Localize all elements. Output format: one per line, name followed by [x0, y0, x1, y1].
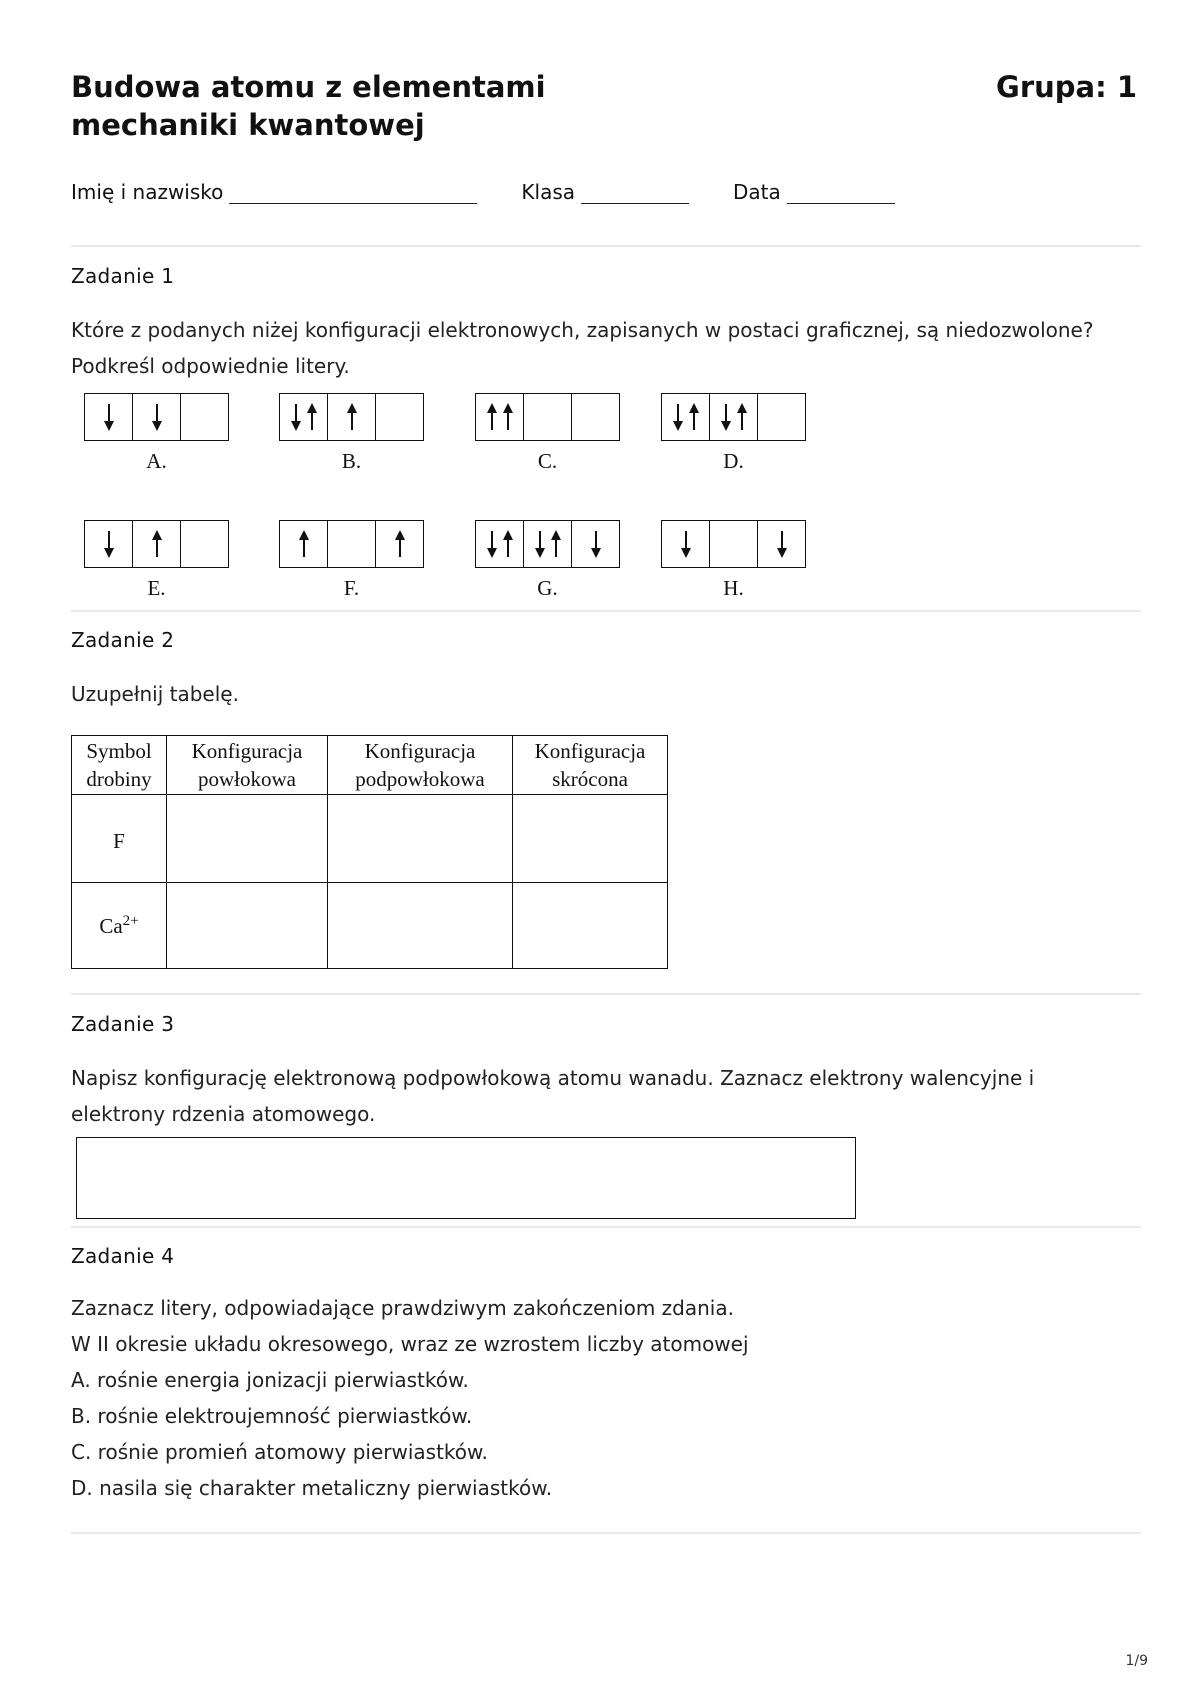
group-label: Grupa: 1 [996, 70, 1137, 104]
task3-heading: Zadanie 3 [71, 1012, 175, 1036]
orbital-option-label[interactable]: E. [147, 576, 166, 600]
divider [71, 1532, 1141, 1534]
orbital-option[interactable] [84, 393, 229, 474]
arrow-up-icon [486, 403, 498, 431]
answer-cell[interactable] [167, 795, 328, 883]
orbital-box [662, 521, 710, 567]
orbital-box [280, 394, 328, 440]
column-header: Symbol drobiny [72, 736, 167, 795]
arrow-down-icon [672, 403, 684, 431]
table-row [72, 795, 668, 883]
symbol-cell: $Ca^{2+}$ [72, 883, 167, 969]
column-header: Konfiguracja podpowłokowa [328, 736, 513, 795]
page-number: 1/9 [1125, 1653, 1148, 1669]
orbital-box [328, 394, 376, 440]
divider [71, 993, 1141, 995]
orbital-option[interactable] [661, 520, 806, 601]
class-field-label: Klasa [521, 180, 575, 204]
name-field-label: Imię i nazwisko [71, 180, 224, 204]
orbital-box [376, 394, 423, 440]
arrow-up-icon [688, 403, 700, 431]
divider [71, 610, 1141, 612]
student-fields [71, 180, 939, 204]
task3-answer-box[interactable] [76, 1137, 856, 1219]
date-field-line[interactable] [787, 185, 895, 204]
orbital-box [181, 394, 228, 440]
orbital-boxes [475, 393, 620, 441]
divider [71, 245, 1141, 247]
orbital-box [758, 521, 805, 567]
orbital-option-label[interactable]: B. [341, 449, 362, 473]
arrow-down-icon [486, 530, 498, 558]
column-header: Konfiguracja skrócona [513, 736, 668, 795]
orbital-box [572, 521, 619, 567]
answer-cell[interactable] [513, 883, 668, 969]
task4-option-b[interactable]: B. rośnie elektroujemność pierwiastków. [71, 1404, 473, 1428]
orbital-box [181, 521, 228, 567]
task4-heading: Zadanie 4 [71, 1244, 175, 1268]
arrow-down-icon [151, 403, 163, 431]
arrow-down-icon [720, 403, 732, 431]
orbital-option-label[interactable]: G. [537, 576, 558, 600]
orbital-option-label[interactable]: C. [537, 449, 558, 473]
orbital-boxes [661, 520, 806, 568]
arrow-up-icon [346, 403, 358, 431]
table-row [72, 883, 668, 969]
answer-cell[interactable] [328, 883, 513, 969]
orbital-boxes [84, 520, 229, 568]
orbital-box [328, 521, 376, 567]
orbital-option[interactable] [661, 393, 806, 474]
configuration-table [71, 735, 668, 969]
class-field-line[interactable] [581, 185, 689, 204]
orbital-box [133, 521, 181, 567]
task4-option-a[interactable]: A. rośnie energia jonizacji pierwiastków. [71, 1368, 469, 1392]
task4-body [71, 1290, 1131, 1506]
orbital-box [710, 394, 758, 440]
orbital-box [524, 394, 572, 440]
orbital-option[interactable] [475, 393, 620, 474]
orbital-option-label[interactable]: F. [343, 576, 360, 600]
orbital-box [758, 394, 805, 440]
orbital-option-label[interactable]: A. [146, 449, 167, 473]
arrow-up-icon [151, 530, 163, 558]
date-field-label: Data [733, 180, 781, 204]
arrow-down-icon [590, 530, 602, 558]
divider [71, 1226, 1141, 1228]
orbital-box [524, 521, 572, 567]
arrow-up-icon [736, 403, 748, 431]
orbital-option[interactable] [279, 520, 424, 601]
date-field[interactable] [733, 180, 895, 204]
orbital-box [85, 521, 133, 567]
orbital-box [572, 394, 619, 440]
orbital-boxes [84, 393, 229, 441]
orbital-box [376, 521, 423, 567]
orbital-option[interactable] [84, 520, 229, 601]
orbital-box [710, 521, 758, 567]
orbital-option[interactable] [279, 393, 424, 474]
arrow-up-icon [394, 530, 406, 558]
task4-option-c[interactable]: C. rośnie promień atomowy pierwiastków. [71, 1440, 488, 1464]
task2-heading: Zadanie 2 [71, 628, 175, 652]
task2-text: Uzupełnij tabelę. [71, 682, 239, 706]
orbital-boxes [279, 393, 424, 441]
orbital-option[interactable] [475, 520, 620, 601]
orbital-boxes [279, 520, 424, 568]
orbital-boxes [475, 520, 620, 568]
class-field[interactable] [521, 180, 689, 204]
task1-text: Które z podanych niżej konfiguracji elektronowych, zapisanych w postaci graficznej, są niedozwolone? Podkreśl odpowiednie litery. [71, 318, 1094, 378]
orbital-boxes [661, 393, 806, 441]
arrow-up-icon [502, 530, 514, 558]
task1-heading: Zadanie 1 [71, 264, 175, 288]
arrow-up-icon [550, 530, 562, 558]
arrow-down-icon [680, 530, 692, 558]
name-field-line[interactable] [229, 185, 477, 204]
arrow-up-icon [502, 403, 514, 431]
orbital-box [280, 521, 328, 567]
task4-stem: W II okresie układu okresowego, wraz ze wzrostem liczby atomowej [71, 1332, 749, 1356]
arrow-up-icon [306, 403, 318, 431]
task3-text: Napisz konfigurację elektronową podpowłokową atomu wanadu. Zaznacz elektrony walencyjne i elektrony rdzenia atomowego. [71, 1066, 1035, 1126]
arrow-down-icon [103, 403, 115, 431]
orbital-box [133, 394, 181, 440]
symbol-cell: F [72, 795, 167, 883]
table-header-row [72, 736, 668, 795]
arrow-down-icon [103, 530, 115, 558]
orbital-option-label[interactable]: D. [723, 449, 744, 473]
arrow-up-icon [298, 530, 310, 558]
orbital-box [85, 394, 133, 440]
name-field[interactable] [71, 180, 477, 204]
orbital-box [662, 394, 710, 440]
page-title: Budowa atomu z elementami mechaniki kwantowej [71, 70, 546, 142]
task4-option-d[interactable]: D. nasila się charakter metaliczny pierwiastków. [71, 1476, 553, 1500]
task4-instruction: Zaznacz litery, odpowiadające prawdziwym zakończeniom zdania. [71, 1296, 734, 1320]
arrow-down-icon [290, 403, 302, 431]
orbital-box [476, 394, 524, 440]
arrow-down-icon [534, 530, 546, 558]
column-header: Konfiguracja powłokowa [167, 736, 328, 795]
answer-cell[interactable] [328, 795, 513, 883]
orbital-option-label[interactable]: H. [723, 576, 744, 600]
arrow-down-icon [776, 530, 788, 558]
orbital-box [476, 521, 524, 567]
answer-cell[interactable] [167, 883, 328, 969]
answer-cell[interactable] [513, 795, 668, 883]
